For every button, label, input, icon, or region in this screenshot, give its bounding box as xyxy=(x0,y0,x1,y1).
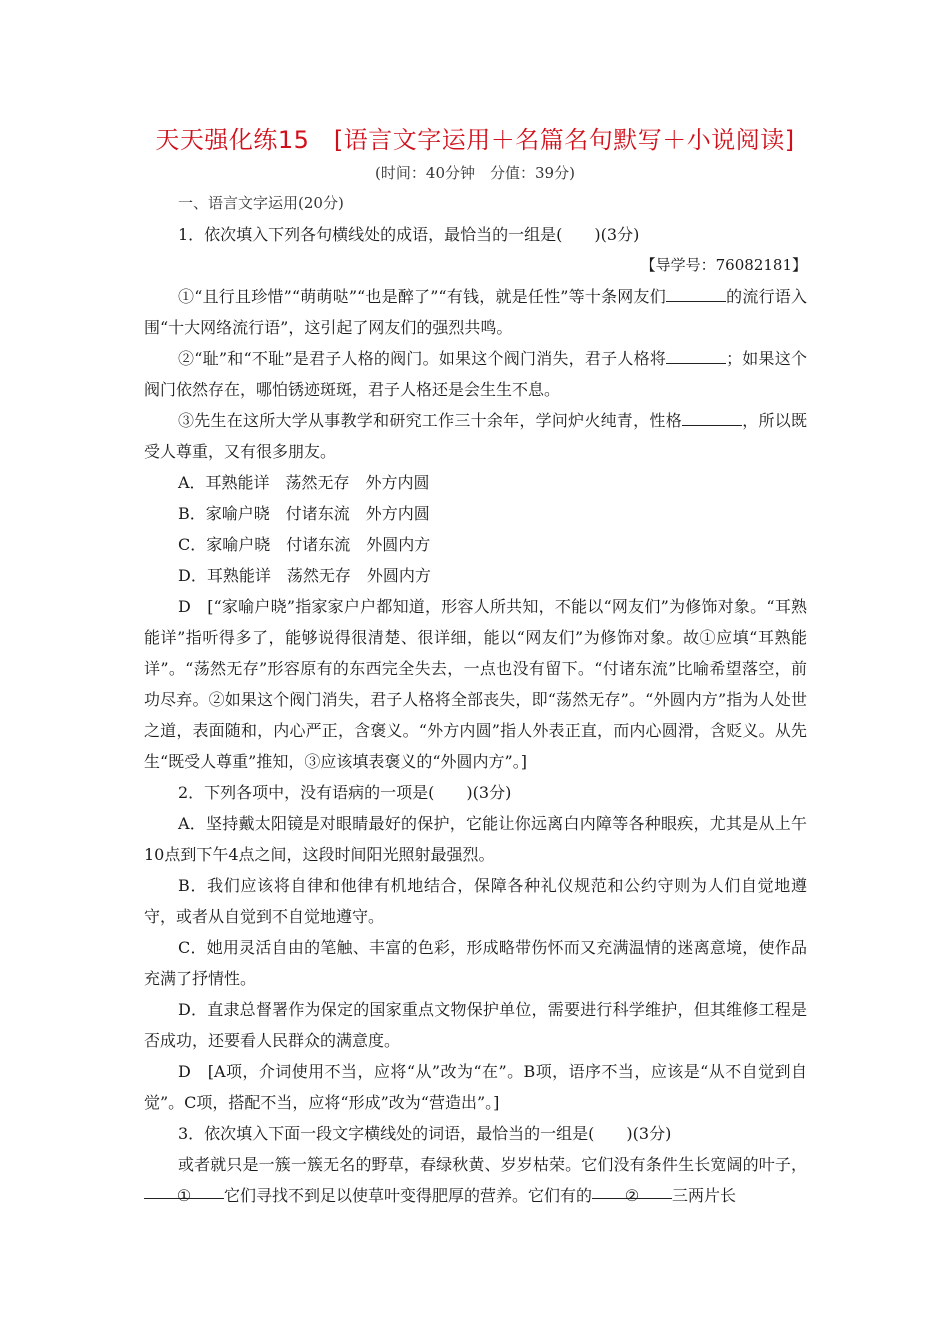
page-title: 天天强化练15 [语言文字运用＋名篇名句默写＋小说阅读] xyxy=(155,126,795,154)
section-heading: 一、语言文字运用(20分) xyxy=(178,194,344,212)
fill-blank xyxy=(666,283,726,302)
q1-sentence-2: ②“耻”和“不耻”是君子人格的阀门。如果这个阀门消失，君子人格将 ；如果这个阀门依然存在，哪怕锈迹斑斑，君子人格还是会生生不息。 xyxy=(144,343,807,405)
q1-answer: D [“家喻户晓”指家家户户都知道，形容人所共知，不能以“网友们”为修饰对象。“耳熟能详”指听得多了，能够说得很清楚、很详细，能以“网友们”为修饰对象。故①应填“耳熟能详”。“荡然无存”形容原有的东西完全失去，一点也没有留下。“付诸东流”比喻希望落空，前功尽弃。②如果这个阀门消失，君子人格将全部丧失，即“荡然无存”。“外圆内方”指为人处世之道，表面随和，内心严正，含褒义。“外方内圆”指人外表正直，而内心圆滑，含贬义。从先生“既受人尊重”推知，③应该填表褒义的“外圆内方”。] xyxy=(144,597,807,771)
q3-passage: 或者就只是一簇一簇无名的野草，春绿秋黄、岁岁枯荣。它们没有条件生长宽阔的叶子，① 它们寻找不到足以使草叶变得肥厚的营养。它们有的 ② 三两片长 xyxy=(144,1149,807,1211)
question-1-stem: 1．依次填入下列各句横线处的成语，最恰当的一组是( )(3分) xyxy=(178,225,640,244)
fill-blank xyxy=(682,407,742,426)
q2-option-c: C．她用灵活自由的笔触、丰富的色彩，形成略带伤怀而又充满温情的迷离意境，使作品充满了抒情性。 xyxy=(144,938,807,988)
q2-option-b: B．我们应该将自律和他律有机地结合，保障各种礼仪规范和公约守则为人们自觉地遵守，或者从自觉到不自觉地遵守。 xyxy=(144,876,807,926)
q1-sentence-1: ①“且行且珍惜”“萌萌哒”“也是醉了”“有钱，就是任性”等十条网友们 的流行语入围“十大网络流行语”，这引起了网友们的强烈共鸣。 xyxy=(144,281,807,343)
fill-blank-1: ① xyxy=(144,1180,224,1199)
q1-sentence-3: ③先生在这所大学从事教学和研究工作三十余年，学问炉火纯青，性格 ，所以既受人尊重，又有很多朋友。 xyxy=(144,405,807,467)
q2-option-d: D．直隶总督署作为保定的国家重点文物保护单位，需要进行科学维护，但其维修工程是否成功，还要看人民群众的满意度。 xyxy=(144,1000,807,1050)
guide-number: 【导学号：76082181】 xyxy=(640,256,807,274)
q1-option-a: A．耳熟能详 荡然无存 外方内圆 xyxy=(178,473,430,492)
q1-option-d: D．耳熟能详 荡然无存 外圆内方 xyxy=(178,566,431,585)
question-2-stem: 2．下列各项中，没有语病的一项是( )(3分) xyxy=(178,783,512,802)
document-body xyxy=(144,188,807,1211)
q1-option-b: B．家喻户晓 付诸东流 外方内圆 xyxy=(178,504,430,523)
page-subtitle: (时间：40分钟 分值：39分) xyxy=(375,164,575,182)
question-3-stem: 3．依次填入下面一段文字横线处的词语，最恰当的一组是( )(3分) xyxy=(178,1124,672,1143)
q1-option-c: C．家喻户晓 付诸东流 外圆内方 xyxy=(178,535,431,554)
q2-option-a: A．坚持戴太阳镜是对眼睛最好的保护，它能让你远离白内障等各种眼疾，尤其是从上午10点到下午4点之间，这段时间阳光照射最强烈。 xyxy=(144,814,807,864)
fill-blank-2: ② xyxy=(592,1180,672,1199)
fill-blank xyxy=(666,345,726,364)
q2-answer: D [A项，介词使用不当，应将“从”改为“在”。B项，语序不当，应该是“从不自觉到自觉”。C项，搭配不当，应将“形成”改为“营造出”。] xyxy=(144,1062,807,1112)
